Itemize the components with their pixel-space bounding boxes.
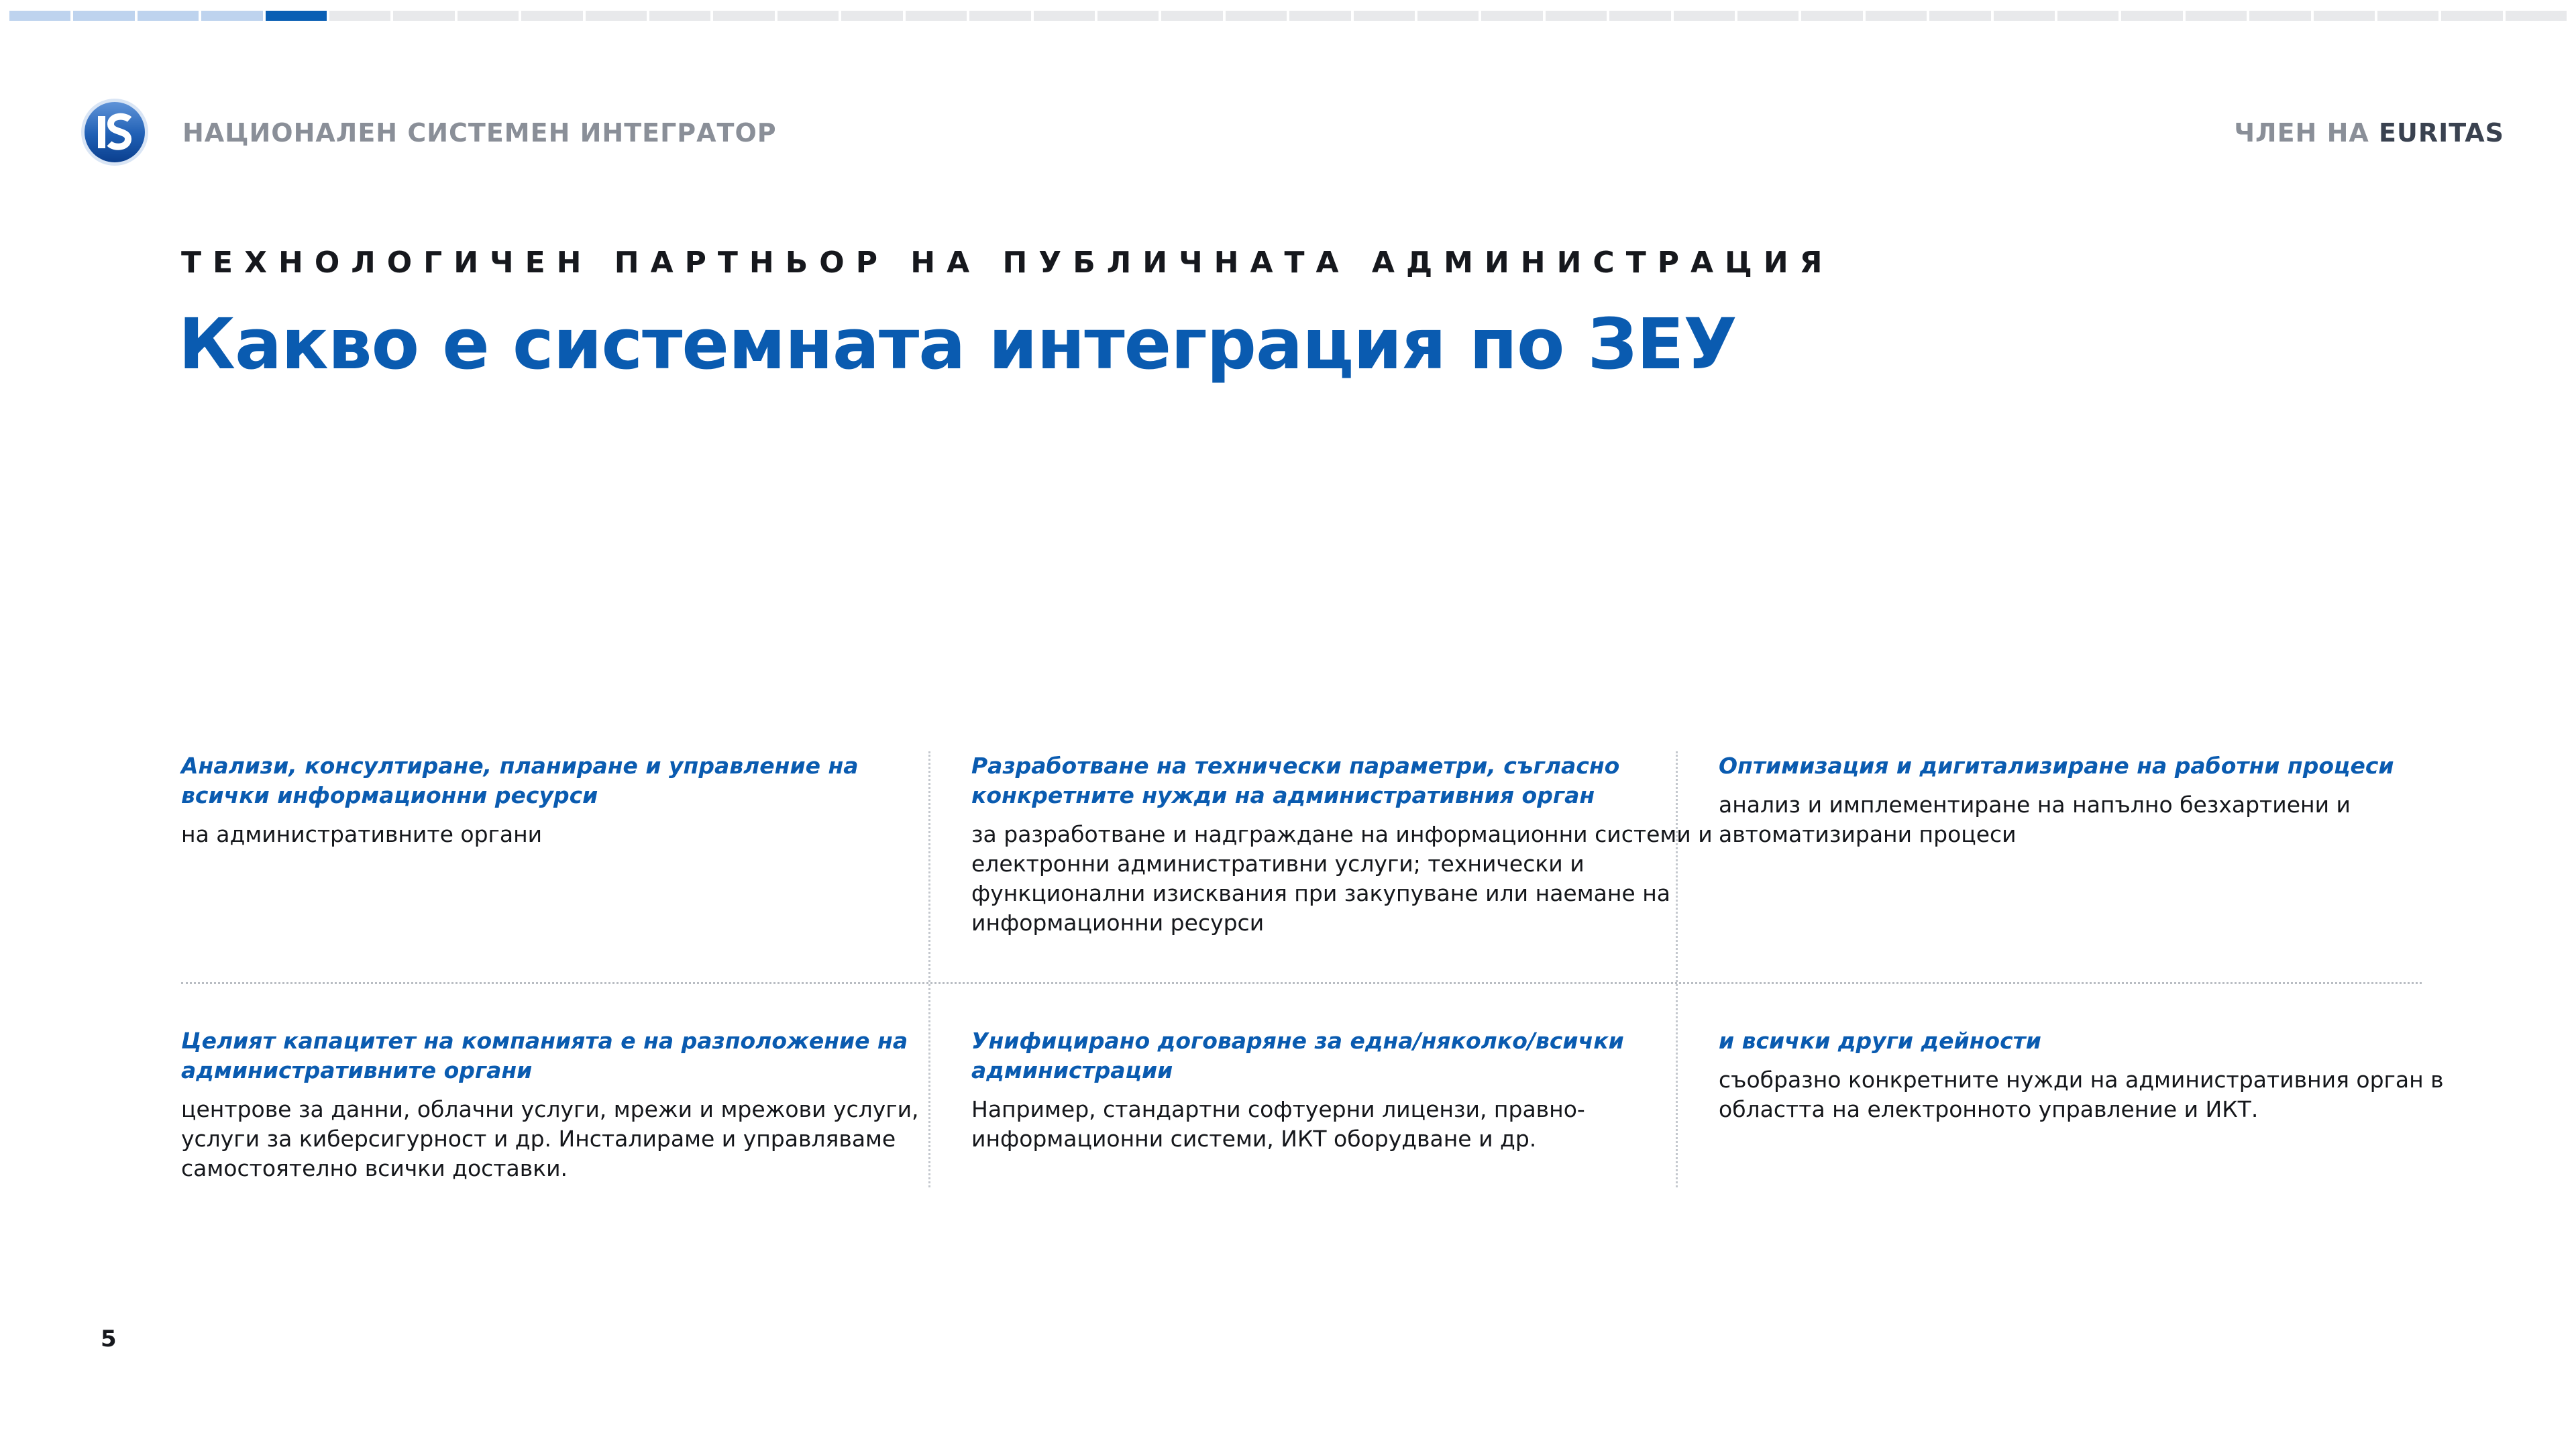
progress-segment <box>1801 11 1862 21</box>
progress-segment <box>1609 11 1670 21</box>
progress-segment <box>1354 11 1415 21</box>
member-prefix: ЧЛЕН НА <box>2234 118 2379 148</box>
progress-segment-done <box>73 11 134 21</box>
progress-segment <box>329 11 390 21</box>
activity-cell <box>971 1026 1716 1154</box>
activity-description: на административните органи <box>181 821 543 847</box>
progress-segment <box>1034 11 1095 21</box>
is-logo <box>80 97 150 167</box>
progress-segment-done <box>9 11 70 21</box>
progress-segment <box>586 11 647 21</box>
progress-segment-done <box>201 11 262 21</box>
progress-segment <box>2121 11 2182 21</box>
activity-cell <box>181 1026 926 1183</box>
activity-cell <box>971 751 1716 938</box>
slide-title: Какво е системната интеграция по ЗЕУ <box>178 303 1737 385</box>
progress-segment-done <box>138 11 199 21</box>
progress-segment <box>1737 11 1799 21</box>
progress-segment <box>1289 11 1350 21</box>
progress-segment <box>649 11 710 21</box>
progress-segment <box>458 11 519 21</box>
activity-heading: Унифицирано договаряне за една/няколко/всички администрации <box>971 1028 1624 1083</box>
progress-segment-current <box>266 11 327 21</box>
progress-segment <box>1226 11 1287 21</box>
activity-heading: Оптимизация и дигитализиране на работни процеси <box>1719 753 2394 779</box>
progress-segment <box>1161 11 1222 21</box>
progress-segment <box>2377 11 2438 21</box>
activity-cell <box>1719 751 2463 849</box>
activity-cell <box>181 751 926 849</box>
progress-segment <box>777 11 839 21</box>
membership-label <box>2234 118 2504 148</box>
progress-segment <box>969 11 1030 21</box>
progress-segment <box>1481 11 1542 21</box>
progress-segment <box>906 11 967 21</box>
column-divider <box>928 751 930 1187</box>
activity-description: за разработване и надграждане на информационни системи и електронни административни услуги; технически и функционални изисквания при закупуване или наемане на информационни ресурси <box>971 821 1713 936</box>
progress-segment <box>521 11 582 21</box>
progress-segment <box>393 11 454 21</box>
activity-description: анализ и имплементиране на напълно безхартиени и автоматизирани процеси <box>1719 792 2351 847</box>
organization-name: НАЦИОНАЛЕН СИСТЕМЕН ИНТЕГРАТОР <box>182 118 777 148</box>
progress-segment <box>2506 11 2567 21</box>
slide-kicker: ТЕХНОЛОГИЧЕН ПАРТНЬОР НА ПУБЛИЧНАТА АДМИНИСТРАЦИЯ <box>181 246 1834 280</box>
progress-segment <box>2057 11 2118 21</box>
activity-description: центрове за данни, облачни услуги, мрежи и мрежови услуги, услуги за киберсигурност и др. Инсталираме и управляваме самостоятелно всички доставки. <box>181 1096 919 1181</box>
progress-segment <box>1546 11 1607 21</box>
progress-segment <box>713 11 774 21</box>
progress-segment <box>2249 11 2310 21</box>
activity-cell <box>1719 1026 2463 1124</box>
progress-segment <box>1866 11 1927 21</box>
progress-segment <box>2314 11 2375 21</box>
progress-segment <box>841 11 902 21</box>
progress-segment <box>1994 11 2055 21</box>
member-brand: EURITAS <box>2379 118 2504 148</box>
activity-heading: Целият капацитет на компанията е на разположение на административните органи <box>181 1028 908 1083</box>
activity-heading: Разработване на технически параметри, съгласно конкретните нужди на административния орган <box>971 753 1620 808</box>
activities-grid <box>181 751 2444 1187</box>
row-divider <box>181 982 2422 984</box>
page-number: 5 <box>101 1326 117 1352</box>
progress-segment <box>1417 11 1479 21</box>
progress-segment <box>1097 11 1159 21</box>
activity-heading: и всички други дейности <box>1719 1028 2041 1054</box>
activity-heading: Анализи, консултиране, планиране и управление на всички информационни ресурси <box>181 753 859 808</box>
progress-segment <box>2186 11 2247 21</box>
activity-description: съобразно конкретните нужди на административния орган в областта на електронното управление и ИКТ. <box>1719 1067 2444 1122</box>
progress-segment <box>1674 11 1735 21</box>
activity-description: Например, стандартни софтуерни лицензи, правно-информационни системи, ИКТ оборудване и др. <box>971 1096 1585 1152</box>
slide-progress-bar <box>9 11 2567 21</box>
progress-segment <box>2441 11 2502 21</box>
progress-segment <box>1929 11 1990 21</box>
